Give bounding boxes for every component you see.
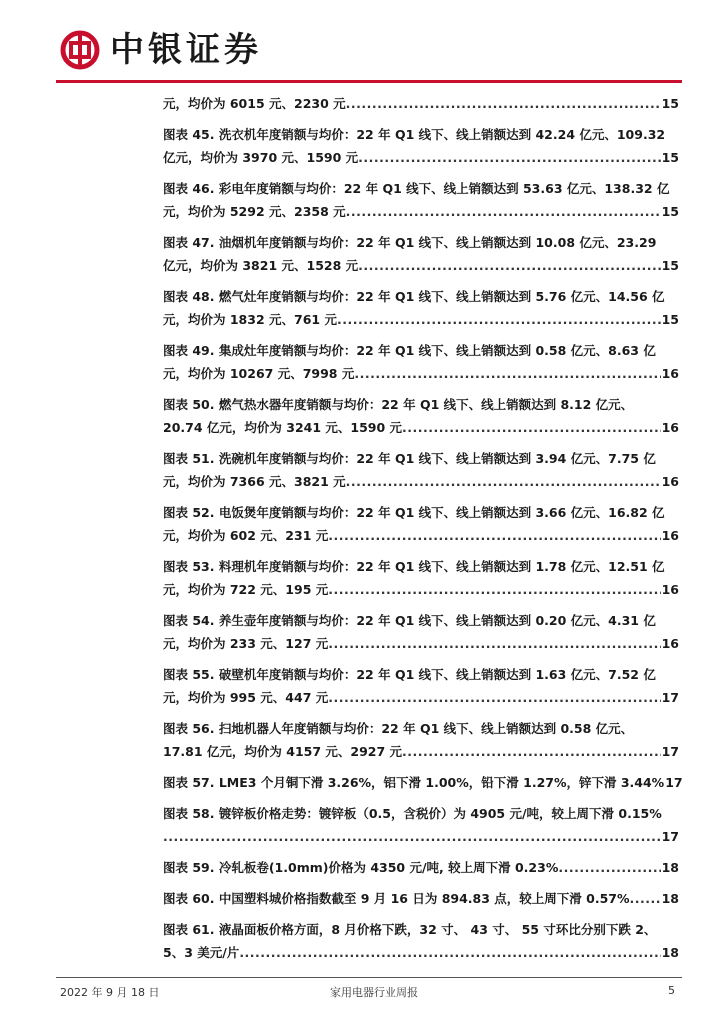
toc-entry[interactable] <box>163 177 679 223</box>
toc-leader-dots <box>630 887 661 910</box>
toc-page-number: 16 <box>661 528 679 543</box>
toc-page-number: 16 <box>661 366 679 381</box>
toc-leader-dots <box>358 146 660 169</box>
toc-line <box>163 771 683 794</box>
toc-entry[interactable] <box>163 717 679 763</box>
toc-entry-text: 图表 45. 洗衣机年度销额与均价：22 年 Q1 线下、线上销额达到 42.24 亿元、109.32 <box>163 127 666 142</box>
toc-line <box>163 717 679 740</box>
toc-entry-text: 5、3 美元/片 <box>163 945 240 960</box>
bank-of-china-logo-icon <box>60 30 100 70</box>
toc-entry-text: 元，均价为 233 元、127 元 <box>163 636 329 651</box>
toc-leader-dots <box>328 578 660 601</box>
toc-entry-text: 图表 58. 镀锌板价格走势：镀锌板（0.5，含税价）为 4905 元/吨，较上周下滑 0.15% <box>163 806 662 821</box>
toc-leader-dots <box>163 825 661 848</box>
toc-entry-text: 图表 51. 洗碗机年度销额与均价：22 年 Q1 线下、线上销额达到 3.94 亿元、7.75 亿 <box>163 451 656 466</box>
toc-line <box>163 362 679 385</box>
toc-line <box>163 609 679 632</box>
toc-leader-dots <box>239 941 660 964</box>
toc-leader-dots <box>328 686 660 709</box>
toc-leader-dots <box>402 416 661 439</box>
toc-entry-text: 20.74 亿元，均价为 3241 元、1590 元 <box>163 420 403 435</box>
toc-leader-dots <box>346 470 661 493</box>
toc-entry-text: 亿元，均价为 3821 元、1528 元 <box>163 258 359 273</box>
toc-line <box>163 308 679 331</box>
page-header <box>0 0 724 84</box>
toc-entry[interactable] <box>163 802 679 848</box>
toc-entry-text: 图表 60. 中国塑料城价格指数截至 9 月 16 日为 894.83 点，较上周下滑 0.57% <box>163 891 630 906</box>
toc-line <box>163 92 679 115</box>
toc-line <box>163 254 679 277</box>
toc-entry[interactable] <box>163 447 679 493</box>
toc-line <box>163 231 679 254</box>
toc-line <box>163 632 679 655</box>
toc-entry[interactable] <box>163 285 679 331</box>
toc-line <box>163 887 679 910</box>
toc-line <box>163 663 679 686</box>
toc-leader-dots <box>358 254 660 277</box>
toc-entry-text: 亿元，均价为 3970 元、1590 元 <box>163 150 359 165</box>
toc-entry-text: 图表 50. 燃气热水器年度销额与均价：22 年 Q1 线下、线上销额达到 8.12 亿元、 <box>163 397 634 412</box>
toc-leader-dots <box>346 92 661 115</box>
toc-line <box>163 285 679 308</box>
footer-page-number: 5 <box>668 984 675 997</box>
toc-page-number: 18 <box>661 945 679 960</box>
toc-entry[interactable] <box>163 555 679 601</box>
toc-leader-dots <box>328 524 660 547</box>
toc-line <box>163 416 679 439</box>
toc-page-number: 16 <box>661 636 679 651</box>
toc-entry[interactable] <box>163 856 679 879</box>
toc-line <box>163 555 679 578</box>
toc-entry[interactable] <box>163 771 683 794</box>
toc-entry-text: 图表 49. 集成灶年度销额与均价：22 年 Q1 线下、线上销额达到 0.58 亿元、8.63 亿 <box>163 343 656 358</box>
table-of-contents <box>163 92 683 972</box>
toc-page-number: 16 <box>661 474 679 489</box>
toc-leader-dots <box>402 740 661 763</box>
toc-entry-text: 图表 55. 破壁机年度销额与均价：22 年 Q1 线下、线上销额达到 1.63 亿元、7.52 亿 <box>163 667 656 682</box>
toc-line <box>163 524 679 547</box>
toc-line <box>163 856 679 879</box>
toc-leader-dots <box>337 308 661 331</box>
toc-page-number: 16 <box>661 420 679 435</box>
toc-entry-text: 图表 53. 料理机年度销额与均价：22 年 Q1 线下、线上销额达到 1.78 亿元、12.51 亿 <box>163 559 665 574</box>
toc-line <box>163 825 679 848</box>
toc-entry-text: 图表 54. 养生壶年度销额与均价：22 年 Q1 线下、线上销额达到 0.20 亿元、4.31 亿 <box>163 613 656 628</box>
toc-page-number: 15 <box>661 96 679 111</box>
toc-entry-text: 元，均价为 995 元、447 元 <box>163 690 329 705</box>
toc-entry-text: 元，均价为 1832 元、761 元 <box>163 312 337 327</box>
toc-line <box>163 200 679 223</box>
toc-entry-text: 元，均价为 10267 元、7998 元 <box>163 366 355 381</box>
toc-page-number: 18 <box>661 891 679 906</box>
toc-leader-dots <box>328 632 660 655</box>
toc-page-number: 16 <box>661 582 679 597</box>
toc-page-number: 15 <box>661 204 679 219</box>
toc-line <box>163 686 679 709</box>
toc-page-number: 17 <box>661 690 679 705</box>
toc-entry-text: 图表 57. LME3 个月铜下滑 3.26%，铝下滑 1.00%，铅下滑 1.27%，锌下滑 3.44% <box>163 775 665 790</box>
toc-page-number: 17 <box>661 829 679 844</box>
toc-entry[interactable] <box>163 918 679 964</box>
toc-line <box>163 740 679 763</box>
toc-leader-dots <box>558 856 660 879</box>
toc-entry-text: 元，均价为 7366 元、3821 元 <box>163 474 346 489</box>
toc-page-number: 17 <box>661 744 679 759</box>
toc-entry[interactable] <box>163 393 679 439</box>
toc-entry-text: 元，均价为 6015 元、2230 元 <box>163 96 346 111</box>
toc-line <box>163 393 679 416</box>
toc-entry[interactable] <box>163 123 679 169</box>
toc-page-number: 15 <box>661 150 679 165</box>
toc-line <box>163 339 679 362</box>
toc-entry[interactable] <box>163 609 679 655</box>
toc-line <box>163 447 679 470</box>
toc-line <box>163 578 679 601</box>
toc-page-number: 17 <box>665 775 683 790</box>
header-divider <box>56 80 682 83</box>
toc-line <box>163 146 679 169</box>
toc-entry-text: 图表 52. 电饭煲年度销额与均价：22 年 Q1 线下、线上销额达到 3.66 亿元、16.82 亿 <box>163 505 665 520</box>
toc-page-number: 18 <box>661 860 679 875</box>
toc-entry[interactable] <box>163 887 679 910</box>
toc-entry[interactable] <box>163 231 679 277</box>
toc-entry[interactable] <box>163 92 679 115</box>
footer-title: 家用电器行业周报 <box>330 986 418 999</box>
toc-line <box>163 918 679 941</box>
toc-entry-text: 元，均价为 722 元、195 元 <box>163 582 329 597</box>
toc-entry-text: 图表 61. 液晶面板价格方面，8 月价格下跌，32 寸、 43 寸、 55 寸环比分别下跌 2、 <box>163 922 657 937</box>
toc-leader-dots <box>346 200 661 223</box>
toc-entry-text: 元，均价为 5292 元、2358 元 <box>163 204 346 219</box>
toc-entry-text: 元，均价为 602 元、231 元 <box>163 528 329 543</box>
toc-page-number: 15 <box>661 312 679 327</box>
toc-entry-text: 图表 47. 油烟机年度销额与均价：22 年 Q1 线下、线上销额达到 10.08 亿元、23.29 <box>163 235 657 250</box>
toc-line <box>163 123 679 146</box>
toc-entry-text: 17.81 亿元，均价为 4157 元、2927 元 <box>163 744 403 759</box>
toc-page-number: 15 <box>661 258 679 273</box>
toc-entry-text: 图表 56. 扫地机器人年度销额与均价：22 年 Q1 线下、线上销额达到 0.58 亿元、 <box>163 721 634 736</box>
toc-leader-dots <box>354 362 660 385</box>
brand-name: 中银证券 <box>110 30 262 70</box>
toc-entry-text: 图表 46. 彩电年度销额与均价：22 年 Q1 线下、线上销额达到 53.63 亿元、138.32 亿 <box>163 181 670 196</box>
footer-date: 2022 年 9 月 18 日 <box>60 986 160 999</box>
toc-line <box>163 802 679 825</box>
toc-line <box>163 470 679 493</box>
toc-entry[interactable] <box>163 339 679 385</box>
footer-divider <box>56 977 682 978</box>
toc-entry-text: 图表 59. 冷轧板卷(1.0mm)价格为 4350 元/吨, 较上周下滑 0.23% <box>163 860 559 875</box>
toc-line <box>163 177 679 200</box>
toc-entry-text: 图表 48. 燃气灶年度销额与均价：22 年 Q1 线下、线上销额达到 5.76 亿元、14.56 亿 <box>163 289 665 304</box>
toc-line <box>163 941 679 964</box>
toc-entry[interactable] <box>163 501 679 547</box>
toc-line <box>163 501 679 524</box>
toc-entry[interactable] <box>163 663 679 709</box>
